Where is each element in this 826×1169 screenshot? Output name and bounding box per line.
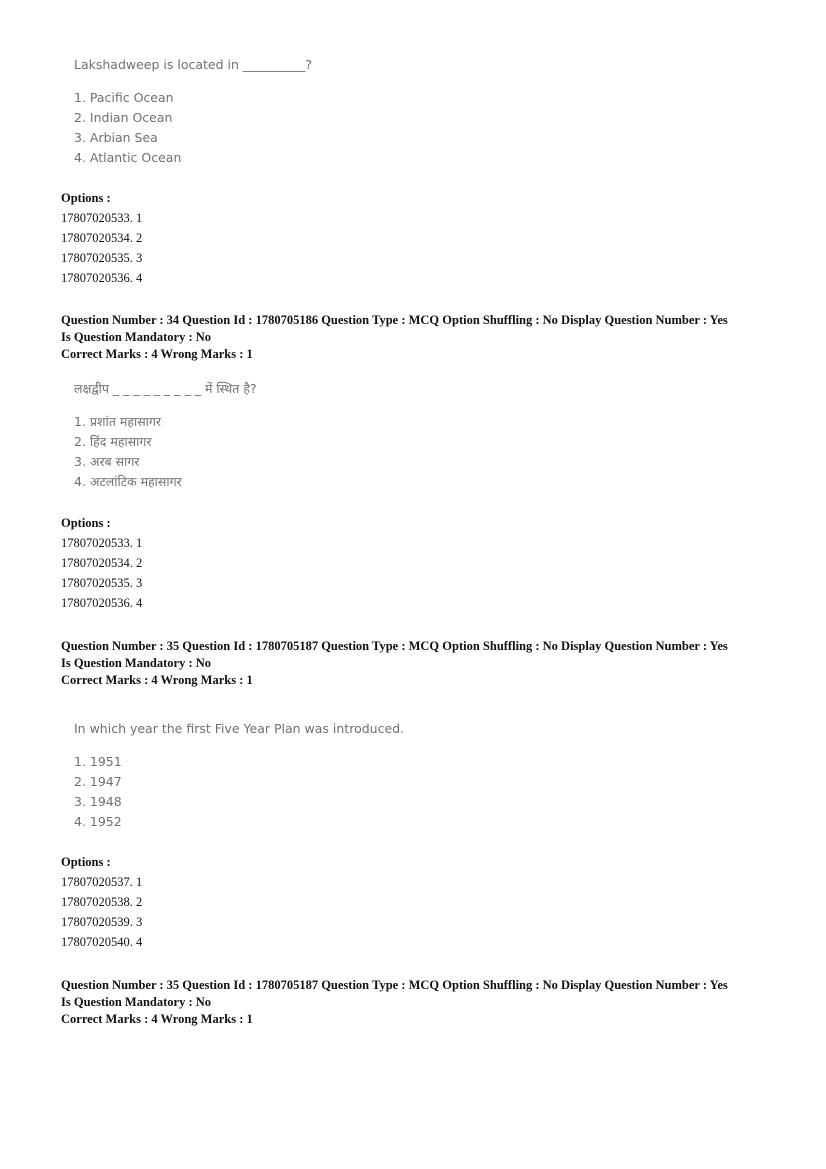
option-id: 17807020538. 2: [61, 895, 143, 909]
question-marks-line: Correct Marks : 4 Wrong Marks : 1: [61, 1012, 253, 1026]
question-option: 3. 1948: [74, 794, 122, 809]
question-option: 3. Arbian Sea: [74, 130, 158, 145]
question-option: 2. Indian Ocean: [74, 110, 173, 125]
question-header: [61, 638, 781, 689]
option-id-list: [61, 208, 142, 288]
option-id: 17807020539. 3: [61, 915, 143, 929]
question-mandatory-line: Is Question Mandatory : No: [61, 656, 212, 670]
question-mandatory-line: Is Question Mandatory : No: [61, 995, 212, 1009]
question-option: 1. 1951: [74, 754, 122, 769]
option-id: 17807020533. 1: [61, 211, 143, 225]
question-image-2: [74, 379, 257, 492]
question-marks-line: Correct Marks : 4 Wrong Marks : 1: [61, 347, 253, 361]
question-info-line: Question Number : 34 Question Id : 1780705186 Question Type : MCQ Option Shuffling : No Display Question Number : Yes: [61, 313, 728, 327]
question-marks-line: Correct Marks : 4 Wrong Marks : 1: [61, 673, 253, 687]
question-stem: Lakshadweep is located in __________?: [74, 57, 313, 72]
option-id: 17807020535. 3: [61, 576, 143, 590]
question-info-line: Question Number : 35 Question Id : 1780705187 Question Type : MCQ Option Shuffling : No Display Question Number : Yes: [61, 978, 728, 992]
question-option: 4. Atlantic Ocean: [74, 150, 182, 165]
option-id-list: [61, 533, 142, 613]
question-stem: In which year the first Five Year Plan was introduced.: [74, 721, 405, 736]
option-id: 17807020536. 4: [61, 596, 143, 610]
question-mandatory-line: Is Question Mandatory : No: [61, 330, 212, 344]
option-id: 17807020537. 1: [61, 875, 143, 889]
question-option: 4. अटलांटिक महासागर: [74, 474, 182, 489]
question-option: 1. Pacific Ocean: [74, 90, 174, 105]
option-id-list: [61, 872, 142, 952]
option-id: 17807020534. 2: [61, 231, 143, 245]
question-header: [61, 977, 781, 1028]
question-stem: लक्षद्वीप _ _ _ _ _ _ _ _ _ में स्थित है?: [74, 381, 257, 396]
options-label: Options :: [61, 855, 111, 869]
option-id: 17807020534. 2: [61, 556, 143, 570]
question-option: 2. 1947: [74, 774, 122, 789]
question-image-3: [74, 719, 404, 832]
option-id: 17807020536. 4: [61, 271, 143, 285]
option-id: 17807020535. 3: [61, 251, 143, 265]
question-image-1: [74, 55, 312, 168]
question-option: 4. 1952: [74, 814, 122, 829]
options-label: Options :: [61, 516, 111, 530]
question-option: 2. हिंद महासागर: [74, 434, 152, 449]
question-option: 3. अरब सागर: [74, 454, 140, 469]
options-label: Options :: [61, 191, 111, 205]
question-option: 1. प्रशांत महासागर: [74, 414, 162, 429]
question-info-line: Question Number : 35 Question Id : 1780705187 Question Type : MCQ Option Shuffling : No Display Question Number : Yes: [61, 639, 728, 653]
option-id: 17807020540. 4: [61, 935, 143, 949]
option-id: 17807020533. 1: [61, 536, 143, 550]
question-header: [61, 312, 781, 363]
